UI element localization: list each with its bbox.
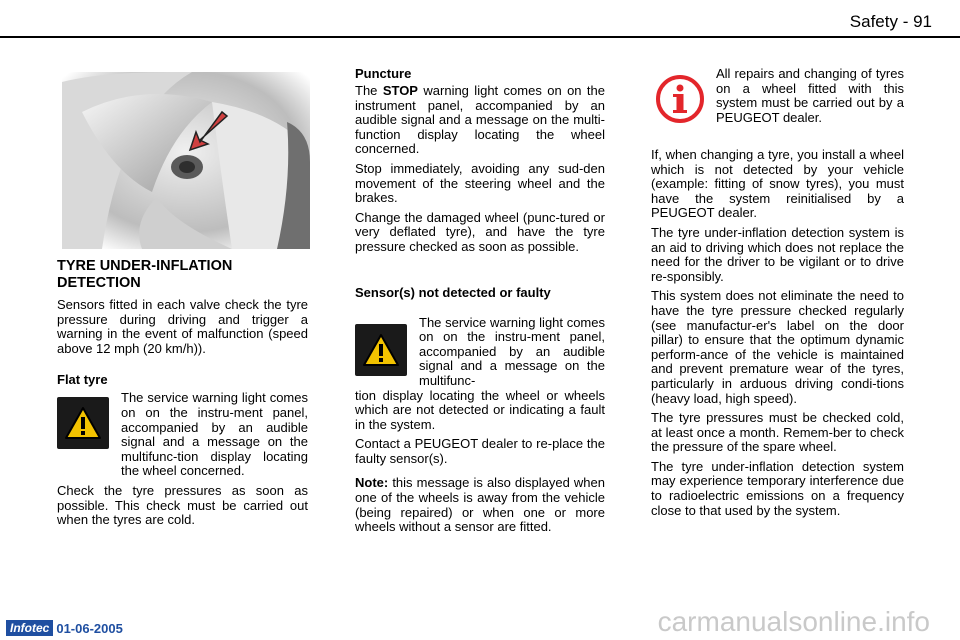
- stop-label: STOP: [382, 83, 418, 98]
- note-paragraph: Note: this message is also displayed when one of the wheels is away from the vehicle (being repaired) or when one or more wheels without a sensor are fitted.: [355, 475, 605, 535]
- intro-paragraph: Sensors fitted in each valve check the tyre pressure during driving and trigger a warning in the event of malfunction (speed above 12 mph (20 km/h)).: [57, 297, 308, 356]
- warning-triangle-icon: [355, 324, 407, 376]
- info-note-block: [716, 67, 904, 130]
- flat-tyre-heading: Flat tyre: [57, 372, 108, 388]
- section-heading: TYRE UNDER-INFLATION DETECTION: [57, 258, 233, 291]
- warning-triangle-icon: [57, 397, 109, 449]
- note-label: Note:: [355, 475, 389, 491]
- puncture-paragraph: The STOP warning light comes on on the instrument panel, accompanied by an audible signal and a message on the multi-function display locating the wheel concerned.: [355, 83, 605, 157]
- info-note: All repairs and changing of tyres on a wheel fitted with this system must be carried out by a PEUGEOT dealer.: [716, 66, 904, 125]
- sensor-warning-continued: tion display locating the wheel or wheels which are not detected or indicating a fault in the system.: [355, 387, 605, 432]
- change-wheel-paragraph: Change the damaged wheel (punc-tured or very deflated tyre), and have the tyre pressure checked as soon as possible.: [355, 209, 605, 254]
- header-rule: [0, 36, 960, 38]
- watermark: carmanualsonline.info: [657, 606, 930, 637]
- flat-tyre-check: Check the tyre pressures as soon as possible. This check must be carried out when the tyres are cold.: [57, 482, 308, 528]
- info-icon: [655, 74, 705, 129]
- sensor-warning: The service warning light comes on on the instru-ment panel, accompanied by an audible signal and a message on the multifunc-: [419, 314, 605, 388]
- footer-date: 01-06-2005: [56, 620, 123, 636]
- page-header: [0, 0, 960, 40]
- left-column: [57, 258, 308, 533]
- page-title: Safety - 91: [849, 12, 932, 31]
- tyre-valve-photo: [62, 72, 310, 249]
- right-column: [651, 148, 904, 523]
- right-paragraph-2: The tyre under-inflation detection system is an aid to driving which does not replace the need for the driver to be vigilant or to drive re-sponsibly.: [651, 224, 904, 284]
- contact-dealer-paragraph: Contact a PEUGEOT dealer to re-place the faulty sensor(s).: [355, 436, 605, 466]
- stop-immediately-paragraph: Stop immediately, avoiding any sud-den movement of the steering wheel and the brakes.: [355, 160, 605, 206]
- right-paragraph-3: This system does not eliminate the need to have the tyre pressure checked regularly (see manufactur-er's label on the door pillar) to ensure that the optimum dynamic perform-ance of the vehicle is maintained and prevent premature wear of the tyres, particularly in arduous driving condi-tions (heavy load, high speed).: [651, 288, 904, 406]
- puncture-heading: Puncture: [355, 66, 412, 81]
- right-paragraph-1: If, when changing a tyre, you install a wheel which is not detected by your vehicle (example: fitting of snow tyres), you must have the system reinitialised by a PEUGEOT dealer.: [651, 147, 904, 221]
- flat-tyre-warning: The service warning light comes on on the instru-ment panel, accompanied by an audible signal and a message on the multifunc-tion display locating the wheel concerned.: [121, 390, 308, 479]
- right-paragraph-5: The tyre under-inflation detection system may experience temporary interference due to radioelectric emissions on a frequency close to that used by the system.: [651, 458, 904, 518]
- infotec-logo: Infotec: [6, 620, 53, 636]
- middle-column: [355, 66, 605, 540]
- sensor-heading: Sensor(s) not detected or faulty: [355, 284, 551, 300]
- footer-logo: [6, 620, 123, 636]
- right-paragraph-4: The tyre pressures must be checked cold, at least once a month. Remem-ber to check the pressure of the spare wheel.: [651, 410, 904, 455]
